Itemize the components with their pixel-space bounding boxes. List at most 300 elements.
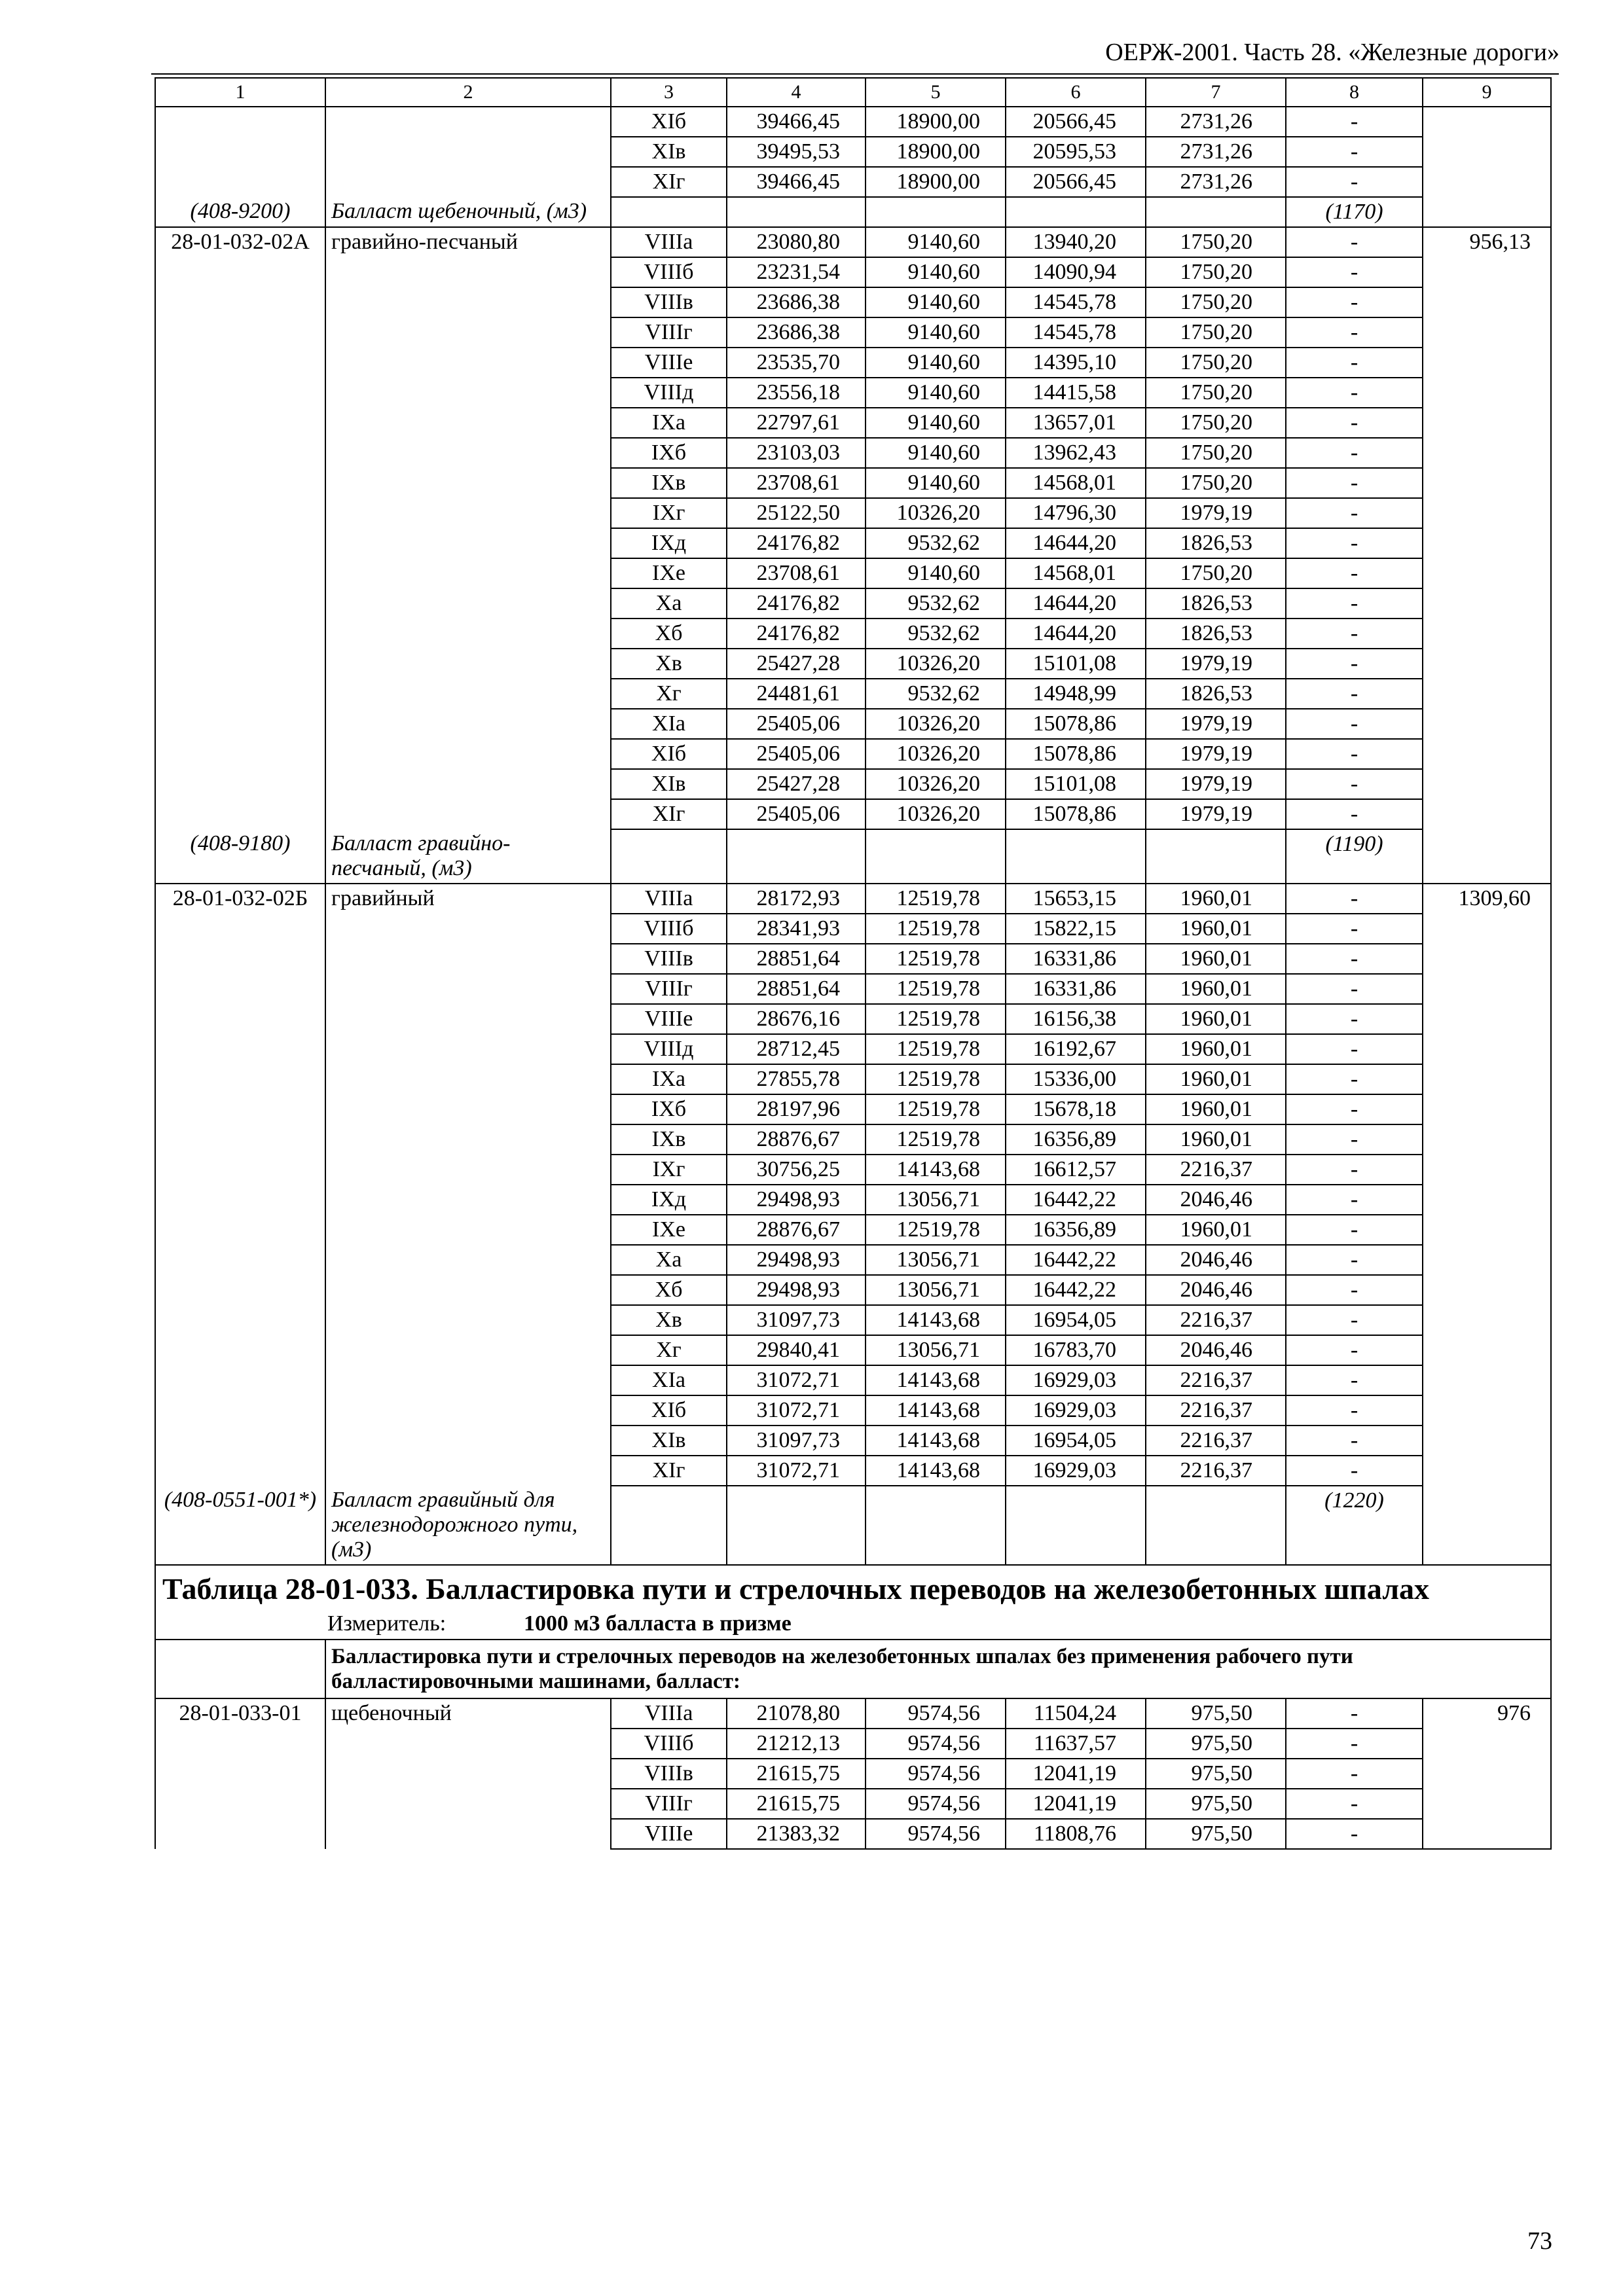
operator-wage-cell: 1750,20 xyxy=(1146,227,1286,257)
total-cost-cell: 28676,16 xyxy=(727,1004,866,1034)
operator-wage-cell: 2046,46 xyxy=(1146,1275,1286,1305)
table-title-row xyxy=(155,1565,1551,1610)
total-cost-cell: 28851,64 xyxy=(727,944,866,974)
labor-cost-cell: 12519,78 xyxy=(866,1215,1006,1245)
operator-wage-cell: 2731,26 xyxy=(1146,167,1286,197)
total-cost-cell: 23556,18 xyxy=(727,378,866,408)
materials-cell: - xyxy=(1286,378,1423,408)
total-cost-cell: 28197,96 xyxy=(727,1094,866,1124)
resource-name: Балласт гравийно-песчаный, (м3) xyxy=(325,829,611,884)
machine-cost-cell: 13962,43 xyxy=(1006,438,1146,468)
materials-cell: - xyxy=(1286,1034,1423,1064)
column-number: 7 xyxy=(1146,78,1286,107)
machine-cost-cell: 11504,24 xyxy=(1006,1698,1146,1729)
table-row xyxy=(155,227,1551,257)
materials-cell: - xyxy=(1286,679,1423,709)
total-cost-cell: 23686,38 xyxy=(727,287,866,317)
measure xyxy=(155,1610,1551,1640)
empty-cell xyxy=(727,197,866,227)
empty-cell xyxy=(1146,829,1286,884)
materials-cell: - xyxy=(1286,1185,1423,1215)
operator-wage-cell: 1826,53 xyxy=(1146,528,1286,558)
name-cell: гравийно-песчаный xyxy=(325,227,611,829)
total-cost-cell: 28851,64 xyxy=(727,974,866,1004)
materials-cell: - xyxy=(1286,438,1423,468)
zone-cell: VIIIе xyxy=(611,1004,727,1034)
machine-cost-cell: 15822,15 xyxy=(1006,914,1146,944)
labor-cost-cell: 9140,60 xyxy=(866,287,1006,317)
code-cell: 28-01-032-02Б xyxy=(155,884,325,1486)
zone-cell: VIIIа xyxy=(611,884,727,914)
labor-cost-cell: 13056,71 xyxy=(866,1275,1006,1305)
total-cost-cell: 39466,45 xyxy=(727,167,866,197)
labor-cost-cell: 9532,62 xyxy=(866,619,1006,649)
column-number: 6 xyxy=(1006,78,1146,107)
labor-cost-cell: 9574,56 xyxy=(866,1729,1006,1759)
column-number: 4 xyxy=(727,78,866,107)
materials-cell: - xyxy=(1286,1064,1423,1094)
machine-cost-cell: 16929,03 xyxy=(1006,1456,1146,1486)
labor-cost-cell: 12519,78 xyxy=(866,1004,1006,1034)
labor-cost-cell: 14143,68 xyxy=(866,1395,1006,1426)
labor-cost-cell: 9574,56 xyxy=(866,1789,1006,1819)
materials-cell: - xyxy=(1286,558,1423,588)
operator-wage-cell: 1960,01 xyxy=(1146,944,1286,974)
machine-cost-cell: 20566,45 xyxy=(1006,107,1146,137)
operator-wage-cell: 1750,20 xyxy=(1146,438,1286,468)
operator-wage-cell: 1750,20 xyxy=(1146,408,1286,438)
materials-cell: - xyxy=(1286,348,1423,378)
total-cost-cell: 31072,71 xyxy=(727,1395,866,1426)
materials-cell: - xyxy=(1286,1275,1423,1305)
rates-table xyxy=(155,77,1552,1850)
labor-cost-cell: 18900,00 xyxy=(866,167,1006,197)
zone-cell: XIв xyxy=(611,1426,727,1456)
materials-cell: - xyxy=(1286,167,1423,197)
table-title: Таблица 28-01-033. Балластировка пути и стрелочных переводов на железобетонных шпалах xyxy=(155,1565,1551,1610)
machine-cost-cell: 16929,03 xyxy=(1006,1395,1146,1426)
machine-cost-cell: 11808,76 xyxy=(1006,1819,1146,1849)
empty-cell xyxy=(1006,829,1146,884)
materials-cell: - xyxy=(1286,769,1423,799)
total-cost-cell: 28876,67 xyxy=(727,1215,866,1245)
materials-cell: - xyxy=(1286,107,1423,137)
operator-wage-cell: 975,50 xyxy=(1146,1759,1286,1789)
machine-cost-cell: 13657,01 xyxy=(1006,408,1146,438)
operator-wage-cell: 1826,53 xyxy=(1146,588,1286,619)
operator-wage-cell: 2216,37 xyxy=(1146,1426,1286,1456)
materials-cell: - xyxy=(1286,287,1423,317)
total-cost-cell: 24481,61 xyxy=(727,679,866,709)
machine-cost-cell: 14644,20 xyxy=(1006,588,1146,619)
machine-cost-cell: 15101,08 xyxy=(1006,769,1146,799)
resource-row xyxy=(155,197,1551,227)
operator-wage-cell: 1960,01 xyxy=(1146,884,1286,914)
zone-cell: VIIIв xyxy=(611,287,727,317)
total-cost-cell: 29498,93 xyxy=(727,1245,866,1275)
total-cost-cell: 31072,71 xyxy=(727,1365,866,1395)
operator-wage-cell: 1960,01 xyxy=(1146,914,1286,944)
labor-cost-cell: 12519,78 xyxy=(866,914,1006,944)
zone-cell: VIIIд xyxy=(611,1034,727,1064)
labor-cost-cell: 14143,68 xyxy=(866,1426,1006,1456)
materials-cell: - xyxy=(1286,1124,1423,1155)
col9-cell xyxy=(1423,107,1551,227)
zone-cell: Xб xyxy=(611,619,727,649)
labor-cost-cell: 9574,56 xyxy=(866,1698,1006,1729)
column-number: 9 xyxy=(1423,78,1551,107)
zone-cell: IXг xyxy=(611,1155,727,1185)
operator-wage-cell: 1750,20 xyxy=(1146,287,1286,317)
total-cost-cell: 29840,41 xyxy=(727,1335,866,1365)
machine-cost-cell: 16783,70 xyxy=(1006,1335,1146,1365)
column-number: 8 xyxy=(1286,78,1423,107)
machine-cost-cell: 16954,05 xyxy=(1006,1426,1146,1456)
zone-cell: VIIIа xyxy=(611,227,727,257)
empty-cell xyxy=(611,829,727,884)
zone-cell: IXв xyxy=(611,1124,727,1155)
name-cell xyxy=(325,107,611,197)
total-cost-cell: 21615,75 xyxy=(727,1789,866,1819)
code-cell: 28-01-033-01 xyxy=(155,1698,325,1849)
machine-cost-cell: 16331,86 xyxy=(1006,944,1146,974)
zone-cell: XIа xyxy=(611,709,727,739)
materials-cell: - xyxy=(1286,739,1423,769)
materials-cell: - xyxy=(1286,1698,1423,1729)
page-number: 73 xyxy=(1527,2227,1552,2255)
zone-cell: XIб xyxy=(611,739,727,769)
labor-cost-cell: 13056,71 xyxy=(866,1185,1006,1215)
materials-cell: - xyxy=(1286,649,1423,679)
zone-cell: Xг xyxy=(611,679,727,709)
materials-cell: - xyxy=(1286,137,1423,167)
operator-wage-cell: 1979,19 xyxy=(1146,498,1286,528)
zone-cell: VIIIг xyxy=(611,1789,727,1819)
zone-cell: VIIIг xyxy=(611,974,727,1004)
total-cost-cell: 28341,93 xyxy=(727,914,866,944)
materials-cell: - xyxy=(1286,1426,1423,1456)
machine-cost-cell: 14395,10 xyxy=(1006,348,1146,378)
col9-cell: 1309,60 xyxy=(1423,884,1551,1565)
labor-cost-cell: 10326,20 xyxy=(866,739,1006,769)
zone-cell: Xб xyxy=(611,1275,727,1305)
machine-cost-cell: 11637,57 xyxy=(1006,1729,1146,1759)
zone-cell: Xа xyxy=(611,588,727,619)
machine-cost-cell: 14545,78 xyxy=(1006,317,1146,348)
table-row xyxy=(155,884,1551,914)
resource-name: Балласт гравийный для железнодорожного пути, (м3) xyxy=(325,1486,611,1565)
name-cell: щебеночный xyxy=(325,1698,611,1849)
labor-cost-cell: 9140,60 xyxy=(866,408,1006,438)
machine-cost-cell: 15678,18 xyxy=(1006,1094,1146,1124)
labor-cost-cell: 13056,71 xyxy=(866,1335,1006,1365)
labor-cost-cell: 10326,20 xyxy=(866,649,1006,679)
operator-wage-cell: 2046,46 xyxy=(1146,1335,1286,1365)
column-number: 1 xyxy=(155,78,325,107)
labor-cost-cell: 18900,00 xyxy=(866,137,1006,167)
labor-cost-cell: 9140,60 xyxy=(866,468,1006,498)
zone-cell: VIIIа xyxy=(611,1698,727,1729)
machine-cost-cell: 14948,99 xyxy=(1006,679,1146,709)
materials-cell: - xyxy=(1286,1004,1423,1034)
labor-cost-cell: 9532,62 xyxy=(866,679,1006,709)
empty-cell xyxy=(866,197,1006,227)
column-number: 5 xyxy=(866,78,1006,107)
operator-wage-cell: 2046,46 xyxy=(1146,1245,1286,1275)
machine-cost-cell: 14090,94 xyxy=(1006,257,1146,287)
operator-wage-cell: 1960,01 xyxy=(1146,1064,1286,1094)
materials-cell: - xyxy=(1286,317,1423,348)
total-cost-cell: 28876,67 xyxy=(727,1124,866,1155)
zone-cell: VIIIв xyxy=(611,1759,727,1789)
machine-cost-cell: 15653,15 xyxy=(1006,884,1146,914)
zone-cell: IXг xyxy=(611,498,727,528)
total-cost-cell: 23535,70 xyxy=(727,348,866,378)
labor-cost-cell: 9140,60 xyxy=(866,227,1006,257)
zone-cell: VIIIд xyxy=(611,378,727,408)
zone-cell: IXб xyxy=(611,1094,727,1124)
materials-cell: - xyxy=(1286,1759,1423,1789)
zone-cell: VIIIб xyxy=(611,1729,727,1759)
machine-cost-cell: 16331,86 xyxy=(1006,974,1146,1004)
total-cost-cell: 23708,61 xyxy=(727,558,866,588)
measure-row xyxy=(155,1610,1551,1640)
operator-wage-cell: 1750,20 xyxy=(1146,378,1286,408)
total-cost-cell: 25427,28 xyxy=(727,769,866,799)
labor-cost-cell: 14143,68 xyxy=(866,1456,1006,1486)
operator-wage-cell: 1960,01 xyxy=(1146,1094,1286,1124)
materials-cell: - xyxy=(1286,884,1423,914)
measure-label: Измеритель: xyxy=(327,1611,447,1636)
materials-cell: - xyxy=(1286,709,1423,739)
empty-cell xyxy=(1146,1486,1286,1565)
materials-cell: - xyxy=(1286,914,1423,944)
resource-row xyxy=(155,1486,1551,1565)
materials-cell: - xyxy=(1286,1335,1423,1365)
column-number: 3 xyxy=(611,78,727,107)
total-cost-cell: 23231,54 xyxy=(727,257,866,287)
operator-wage-cell: 1979,19 xyxy=(1146,799,1286,829)
materials-cell: - xyxy=(1286,619,1423,649)
materials-cell: - xyxy=(1286,799,1423,829)
materials-cell: - xyxy=(1286,1789,1423,1819)
operator-wage-cell: 1750,20 xyxy=(1146,468,1286,498)
materials-cell: - xyxy=(1286,1819,1423,1849)
machine-cost-cell: 14644,20 xyxy=(1006,528,1146,558)
zone-cell: Xа xyxy=(611,1245,727,1275)
materials-cell: - xyxy=(1286,1245,1423,1275)
total-cost-cell: 28712,45 xyxy=(727,1034,866,1064)
machine-cost-cell: 12041,19 xyxy=(1006,1759,1146,1789)
total-cost-cell: 31072,71 xyxy=(727,1456,866,1486)
name-cell: гравийный xyxy=(325,884,611,1486)
zone-cell: XIв xyxy=(611,769,727,799)
labor-cost-cell: 9140,60 xyxy=(866,558,1006,588)
zone-cell: XIб xyxy=(611,107,727,137)
operator-wage-cell: 1750,20 xyxy=(1146,257,1286,287)
materials-cell: - xyxy=(1286,1305,1423,1335)
operator-wage-cell: 1960,01 xyxy=(1146,974,1286,1004)
operator-wage-cell: 2216,37 xyxy=(1146,1456,1286,1486)
machine-cost-cell: 14644,20 xyxy=(1006,619,1146,649)
resource-qty: (1170) xyxy=(1286,197,1423,227)
resource-qty: (1190) xyxy=(1286,829,1423,884)
total-cost-cell: 39495,53 xyxy=(727,137,866,167)
total-cost-cell: 31097,73 xyxy=(727,1426,866,1456)
labor-cost-cell: 12519,78 xyxy=(866,1094,1006,1124)
labor-cost-cell: 12519,78 xyxy=(866,884,1006,914)
machine-cost-cell: 13940,20 xyxy=(1006,227,1146,257)
zone-cell: XIг xyxy=(611,1456,727,1486)
labor-cost-cell: 9140,60 xyxy=(866,348,1006,378)
operator-wage-cell: 1750,20 xyxy=(1146,317,1286,348)
total-cost-cell: 28172,93 xyxy=(727,884,866,914)
column-number-row xyxy=(155,78,1551,107)
zone-cell: XIг xyxy=(611,799,727,829)
total-cost-cell: 29498,93 xyxy=(727,1275,866,1305)
table-row xyxy=(155,107,1551,137)
machine-cost-cell: 16156,38 xyxy=(1006,1004,1146,1034)
materials-cell: - xyxy=(1286,408,1423,438)
materials-cell: - xyxy=(1286,588,1423,619)
labor-cost-cell: 9574,56 xyxy=(866,1759,1006,1789)
total-cost-cell: 25405,06 xyxy=(727,709,866,739)
materials-cell: - xyxy=(1286,468,1423,498)
operator-wage-cell: 1960,01 xyxy=(1146,1034,1286,1064)
resource-qty: (1220) xyxy=(1286,1486,1423,1565)
machine-cost-cell: 15101,08 xyxy=(1006,649,1146,679)
operator-wage-cell: 975,50 xyxy=(1146,1819,1286,1849)
labor-cost-cell: 10326,20 xyxy=(866,799,1006,829)
total-cost-cell: 27855,78 xyxy=(727,1064,866,1094)
resource-code: (408-9200) xyxy=(155,197,325,227)
labor-cost-cell: 10326,20 xyxy=(866,709,1006,739)
labor-cost-cell: 9140,60 xyxy=(866,317,1006,348)
empty-cell xyxy=(727,1486,866,1565)
materials-cell: - xyxy=(1286,1395,1423,1426)
labor-cost-cell: 12519,78 xyxy=(866,1124,1006,1155)
machine-cost-cell: 14568,01 xyxy=(1006,558,1146,588)
zone-cell: VIIIб xyxy=(611,257,727,287)
labor-cost-cell: 10326,20 xyxy=(866,498,1006,528)
operator-wage-cell: 975,50 xyxy=(1146,1729,1286,1759)
operator-wage-cell: 1979,19 xyxy=(1146,769,1286,799)
measure-value: 1000 м3 балласта в призме xyxy=(524,1611,792,1636)
materials-cell: - xyxy=(1286,498,1423,528)
column-number: 2 xyxy=(325,78,611,107)
machine-cost-cell: 16954,05 xyxy=(1006,1305,1146,1335)
machine-cost-cell: 14545,78 xyxy=(1006,287,1146,317)
operator-wage-cell: 1960,01 xyxy=(1146,1124,1286,1155)
operator-wage-cell: 2216,37 xyxy=(1146,1305,1286,1335)
labor-cost-cell: 14143,68 xyxy=(866,1155,1006,1185)
section-heading-row xyxy=(155,1640,1551,1698)
machine-cost-cell: 16356,89 xyxy=(1006,1215,1146,1245)
operator-wage-cell: 2216,37 xyxy=(1146,1155,1286,1185)
zone-cell: VIIIв xyxy=(611,944,727,974)
operator-wage-cell: 975,50 xyxy=(1146,1789,1286,1819)
labor-cost-cell: 12519,78 xyxy=(866,1064,1006,1094)
zone-cell: IXе xyxy=(611,558,727,588)
col9-cell: 956,13 xyxy=(1423,227,1551,884)
labor-cost-cell: 9140,60 xyxy=(866,378,1006,408)
zone-cell: IXа xyxy=(611,408,727,438)
zone-cell: XIб xyxy=(611,1395,727,1426)
operator-wage-cell: 1979,19 xyxy=(1146,649,1286,679)
operator-wage-cell: 1750,20 xyxy=(1146,558,1286,588)
labor-cost-cell: 14143,68 xyxy=(866,1305,1006,1335)
zone-cell: IXе xyxy=(611,1215,727,1245)
labor-cost-cell: 9140,60 xyxy=(866,438,1006,468)
labor-cost-cell: 9532,62 xyxy=(866,528,1006,558)
labor-cost-cell: 9532,62 xyxy=(866,588,1006,619)
code-cell xyxy=(155,107,325,197)
machine-cost-cell: 16442,22 xyxy=(1006,1245,1146,1275)
zone-cell: IXб xyxy=(611,438,727,468)
operator-wage-cell: 2731,26 xyxy=(1146,107,1286,137)
operator-wage-cell: 1960,01 xyxy=(1146,1004,1286,1034)
zone-cell: VIIIг xyxy=(611,317,727,348)
total-cost-cell: 23686,38 xyxy=(727,317,866,348)
total-cost-cell: 24176,82 xyxy=(727,619,866,649)
labor-cost-cell: 9140,60 xyxy=(866,257,1006,287)
zone-cell: XIв xyxy=(611,137,727,167)
machine-cost-cell: 15336,00 xyxy=(1006,1064,1146,1094)
operator-wage-cell: 975,50 xyxy=(1146,1698,1286,1729)
materials-cell: - xyxy=(1286,1094,1423,1124)
total-cost-cell: 23103,03 xyxy=(727,438,866,468)
operator-wage-cell: 2046,46 xyxy=(1146,1185,1286,1215)
total-cost-cell: 25405,06 xyxy=(727,739,866,769)
labor-cost-cell: 12519,78 xyxy=(866,1034,1006,1064)
labor-cost-cell: 12519,78 xyxy=(866,974,1006,1004)
zone-cell: XIа xyxy=(611,1365,727,1395)
empty-cell xyxy=(866,1486,1006,1565)
materials-cell: - xyxy=(1286,227,1423,257)
labor-cost-cell: 10326,20 xyxy=(866,769,1006,799)
total-cost-cell: 39466,45 xyxy=(727,107,866,137)
total-cost-cell: 29498,93 xyxy=(727,1185,866,1215)
total-cost-cell: 23080,80 xyxy=(727,227,866,257)
zone-cell: IXв xyxy=(611,468,727,498)
machine-cost-cell: 14415,58 xyxy=(1006,378,1146,408)
empty-cell xyxy=(1146,197,1286,227)
materials-cell: - xyxy=(1286,1729,1423,1759)
machine-cost-cell: 16356,89 xyxy=(1006,1124,1146,1155)
materials-cell: - xyxy=(1286,1155,1423,1185)
labor-cost-cell: 14143,68 xyxy=(866,1365,1006,1395)
empty-cell xyxy=(611,197,727,227)
total-cost-cell: 24176,82 xyxy=(727,528,866,558)
total-cost-cell: 21078,80 xyxy=(727,1698,866,1729)
machine-cost-cell: 14796,30 xyxy=(1006,498,1146,528)
resource-code: (408-0551-001*) xyxy=(155,1486,325,1565)
operator-wage-cell: 1826,53 xyxy=(1146,679,1286,709)
table-row xyxy=(155,1698,1551,1729)
total-cost-cell: 23708,61 xyxy=(727,468,866,498)
total-cost-cell: 21615,75 xyxy=(727,1759,866,1789)
operator-wage-cell: 2731,26 xyxy=(1146,137,1286,167)
total-cost-cell: 30756,25 xyxy=(727,1155,866,1185)
header-rule xyxy=(151,73,1559,75)
code-cell: 28-01-032-02А xyxy=(155,227,325,829)
total-cost-cell: 25427,28 xyxy=(727,649,866,679)
machine-cost-cell: 15078,86 xyxy=(1006,799,1146,829)
materials-cell: - xyxy=(1286,974,1423,1004)
empty-cell xyxy=(866,829,1006,884)
materials-cell: - xyxy=(1286,944,1423,974)
machine-cost-cell: 16442,22 xyxy=(1006,1185,1146,1215)
